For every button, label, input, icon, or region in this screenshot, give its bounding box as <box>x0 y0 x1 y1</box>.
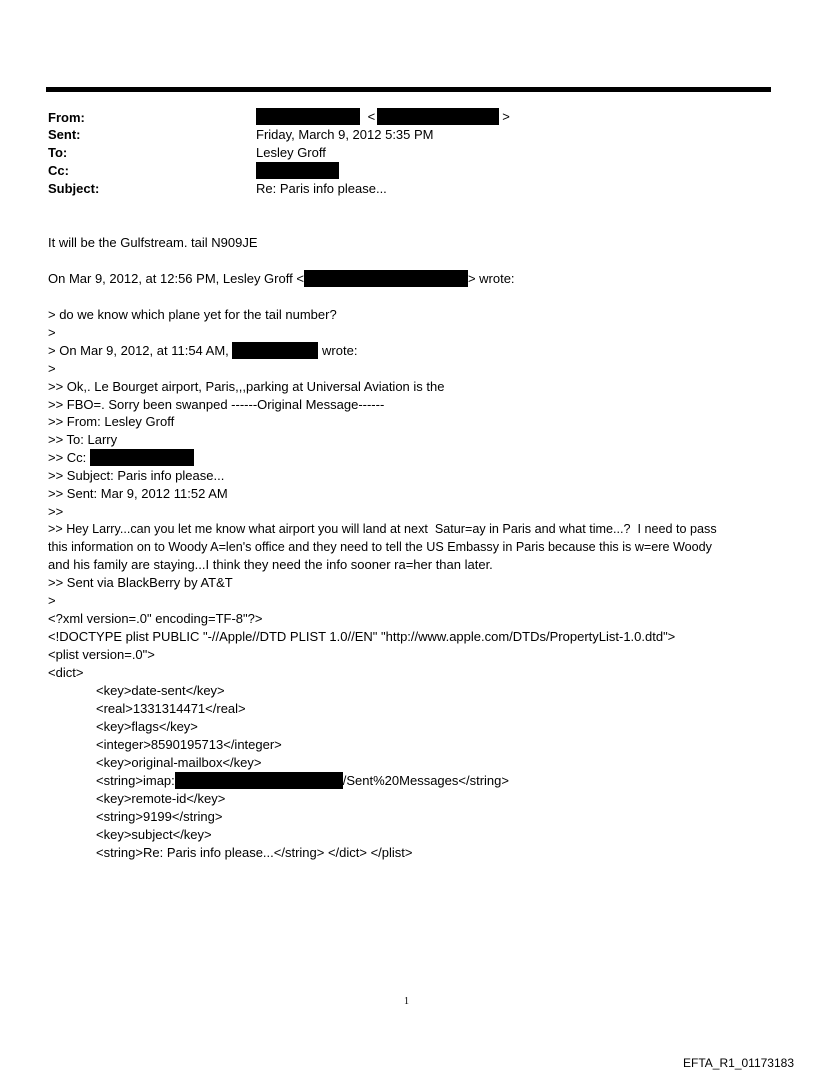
xml-line: <real>1331314471</real> <box>96 701 246 716</box>
body-line: > do we know which plane yet for the tail number? <box>48 307 337 322</box>
redaction-block <box>90 449 194 466</box>
body-line: >> <box>48 504 64 519</box>
from-label: From: <box>48 110 85 125</box>
body-line: >> From: Lesley Groff <box>48 414 175 429</box>
body-line: > <box>48 361 56 376</box>
body-line: > On Mar 9, 2012, at 11:54 AM, wrote: <box>48 343 358 358</box>
body-line: > <box>48 593 56 608</box>
body-line: >> Ok,. Le Bourget airport, Paris,,,parking at Universal Aviation is the <box>48 379 445 394</box>
xml-line: <key>subject</key> <box>96 827 212 842</box>
body-line: <!DOCTYPE plist PUBLIC "-//Apple//DTD PLIST 1.0//EN" "http://www.apple.com/DTDs/PropertyList-1.0.dtd"> <box>48 629 676 644</box>
to-label: To: <box>48 145 68 160</box>
body-line: On Mar 9, 2012, at 12:56 PM, Lesley Groff < > wrote: <box>48 271 515 286</box>
page-number: 1 <box>404 996 409 1007</box>
redaction-block <box>304 270 468 287</box>
redaction-block <box>232 342 318 359</box>
body-line: > <box>48 325 56 340</box>
body-line: >> Sent: Mar 9, 2012 11:52 AM <box>48 486 228 501</box>
redaction-block <box>256 108 360 125</box>
body-line: >> FBO=. Sorry been swanped ------Original Message------ <box>48 397 385 412</box>
body-line: >> Cc: <box>48 449 194 467</box>
body-line: and his family are staying...I think they need the info sooner ra=her than later. <box>48 557 493 572</box>
xml-line: <key>date-sent</key> <box>96 683 225 698</box>
header-rule <box>46 87 771 92</box>
body-line: >> To: Larry <box>48 432 118 447</box>
document-id: EFTA_R1_01173183 <box>683 1056 794 1070</box>
to-value: Lesley Groff <box>256 145 326 160</box>
redaction-block <box>256 162 339 179</box>
body-line: <plist version=.0"> <box>48 647 155 662</box>
from-gt: > <box>502 109 510 124</box>
xml-line: <integer>8590195713</integer> <box>96 737 282 752</box>
subject-label: Subject: <box>48 181 100 196</box>
body-line: It will be the Gulfstream. tail N909JE <box>48 235 258 250</box>
xml-line: <string>imap: /Sent%20Messages</string> <box>96 773 509 788</box>
body-line: >> Hey Larry...can you let me know what airport you will land at next Satur=ay in Paris and what time...? I need to pass <box>48 522 717 536</box>
xml-line: <string>Re: Paris info please...</string> </dict> </plist> <box>96 845 413 860</box>
cc-label: Cc: <box>48 163 69 178</box>
cc-value <box>256 162 339 180</box>
redaction-block <box>377 108 499 125</box>
body-line: >> Subject: Paris info please... <box>48 468 225 483</box>
sent-label: Sent: <box>48 127 81 142</box>
subject-value: Re: Paris info please... <box>256 181 387 196</box>
body-line: <dict> <box>48 665 84 680</box>
xml-line: <key>remote-id</key> <box>96 791 226 806</box>
xml-line: <key>flags</key> <box>96 719 198 734</box>
redaction-block <box>175 772 343 789</box>
sent-value: Friday, March 9, 2012 5:35 PM <box>256 127 434 142</box>
from-lt: < <box>367 109 376 124</box>
xml-line: <string>9199</string> <box>96 809 223 824</box>
body-line: this information on to Woody A=len's office and they need to tell the US Embassy in Paris because this is w=ere Woody <box>48 540 712 554</box>
xml-line: <key>original-mailbox</key> <box>96 755 262 770</box>
body-line: <?xml version=.0" encoding=TF-8"?> <box>48 611 263 626</box>
from-value <box>256 108 510 126</box>
body-line: >> Sent via BlackBerry by AT&T <box>48 575 233 590</box>
